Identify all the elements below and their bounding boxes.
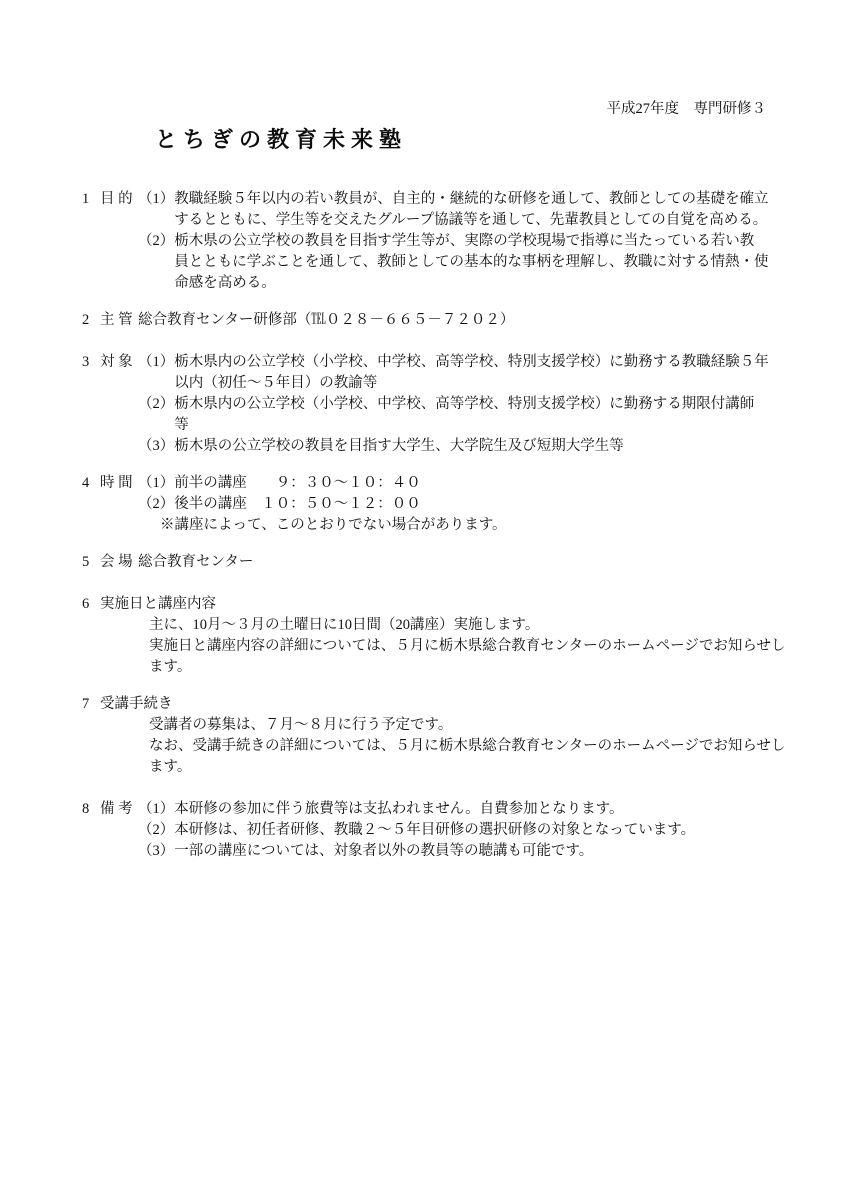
section-row (82, 799, 794, 862)
section-row (82, 594, 794, 615)
text-line: 実施日と講座内容の詳細については、５月に栃木県総合教育センターのホームページでお知らせし (149, 638, 786, 654)
item-marker: （2） (138, 396, 175, 412)
section-venue (82, 552, 794, 573)
section-content (138, 473, 794, 536)
section-heading: 実施日と講座内容 (100, 596, 216, 612)
section-heading: 目 的 (100, 191, 133, 207)
section-content (138, 352, 794, 457)
section-number: 1 (82, 191, 90, 207)
section-row (82, 189, 794, 294)
list-item (138, 799, 794, 820)
text-line: 栃木県内の公立学校（小学校、中学校、高等学校、特別支援学校）に勤務する期限付講師 (174, 396, 755, 412)
section-number: 2 (82, 312, 90, 328)
section-content (138, 189, 794, 294)
section-row (82, 310, 794, 331)
section-number: 3 (82, 354, 90, 370)
list-item (138, 394, 794, 436)
list-item (138, 841, 794, 862)
section-row (82, 473, 794, 536)
text-line: 後半の講座 １０：５０～１２：００ (174, 496, 421, 512)
list-item (138, 436, 794, 457)
page-header-label: 平成27年度 専門研修３ (606, 101, 766, 117)
text-line: 受講者の募集は、７月～８月に行う予定です。 (149, 717, 453, 733)
list-item (138, 820, 794, 841)
section-time (82, 473, 794, 536)
section-number: 5 (82, 554, 90, 570)
section-heading: 対 象 (100, 354, 133, 370)
section-heading: 時 間 (100, 475, 133, 491)
text-line: 員とともに学ぶことを通して、教師としての基本的な事柄を理解し、教職に対する情熱・使 (174, 254, 769, 270)
section-notes (82, 799, 794, 862)
item-lines (174, 799, 794, 820)
item-marker: （1） (138, 475, 175, 491)
item-marker: （3） (138, 843, 175, 859)
section-heading: 備 考 (100, 801, 133, 817)
text-line: するとともに、学生等を交えたグループ協議等を通して、先輩教員としての自覚を高める。 (174, 212, 768, 228)
item-lines (174, 473, 794, 494)
section-organizer (82, 310, 794, 331)
section-content (138, 799, 794, 862)
section-heading: 会 場 (100, 554, 133, 570)
section-row (82, 352, 794, 457)
section-row (82, 694, 794, 715)
item-lines (174, 189, 794, 231)
section-body (149, 715, 794, 778)
section-number: 6 (82, 596, 90, 612)
section-row (82, 552, 794, 573)
item-marker: （1） (138, 354, 175, 370)
section-content (138, 552, 794, 573)
text-line: 主に、10月～３月の土曜日に10日間（20講座）実施します。 (149, 617, 540, 633)
section-application (82, 694, 794, 778)
list-item (138, 231, 794, 294)
document-title: とちぎの教育未来塾 (155, 127, 408, 152)
text-line: 栃木県内の公立学校（小学校、中学校、高等学校、特別支援学校）に勤務する教職経験５年 (174, 354, 769, 370)
section-content (138, 310, 794, 331)
text-line: なお、受講手続きの詳細については、５月に栃木県総合教育センターのホームページでお知らせし (149, 738, 786, 754)
item-marker: （1） (138, 191, 175, 207)
list-item (138, 494, 794, 515)
time-note: ※講座によって、このとおりでない場合があります。 (160, 517, 507, 533)
list-item (138, 352, 794, 394)
text-line: 一部の講座については、対象者以外の教員等の聴講も可能です。 (174, 843, 594, 859)
text-line: 総合教育センター研修部（℡０２８－６６５－７２０２） (138, 312, 515, 328)
text-line: 等 (174, 417, 189, 433)
text-line: 前半の講座 ９：３０～１０：４０ (174, 475, 421, 491)
section-number: 7 (82, 696, 90, 712)
text-line: ます。 (149, 659, 192, 675)
text-line: 教職経験５年以内の若い教員が、自主的・継続的な研修を通して、教師としての基礎を確立 (174, 191, 769, 207)
item-marker: （2） (138, 822, 175, 838)
document-body (82, 189, 794, 878)
text-line: 本研修の参加に伴う旅費等は支払われません。自費参加となります。 (174, 801, 624, 817)
item-marker: （1） (138, 801, 175, 817)
section-target (82, 352, 794, 457)
item-lines (174, 820, 794, 841)
section-number: 8 (82, 801, 90, 817)
text-line: 命感を高める。 (174, 275, 276, 291)
section-schedule (82, 594, 794, 678)
item-lines (174, 494, 794, 515)
item-marker: （2） (138, 496, 175, 512)
section-heading: 受講手続き (100, 696, 173, 712)
item-lines (174, 352, 794, 394)
text-line: 栃木県の公立学校の教員を目指す学生等が、実際の学校現場で指導に当たっている若い教 (174, 233, 755, 249)
text-line: 総合教育センター (138, 554, 254, 570)
section-heading: 主 管 (100, 312, 133, 328)
section-purpose (82, 189, 794, 294)
text-line: 以内（初任～５年目）の教諭等 (174, 375, 378, 391)
section-number: 4 (82, 475, 90, 491)
text-line: 栃木県の公立学校の教員を目指す大学生、大学院生及び短期大学生等 (174, 438, 624, 454)
item-lines (174, 394, 794, 436)
item-lines (174, 841, 794, 862)
item-lines (174, 436, 794, 457)
list-item (138, 189, 794, 231)
item-marker: （3） (138, 438, 175, 454)
item-marker: （2） (138, 233, 175, 249)
item-lines (174, 231, 794, 294)
list-item (138, 473, 794, 494)
section-body (149, 615, 794, 678)
text-line: ます。 (149, 759, 192, 775)
text-line: 本研修は、初任者研修、教職２～５年目研修の選択研修の対象となっています。 (174, 822, 696, 838)
